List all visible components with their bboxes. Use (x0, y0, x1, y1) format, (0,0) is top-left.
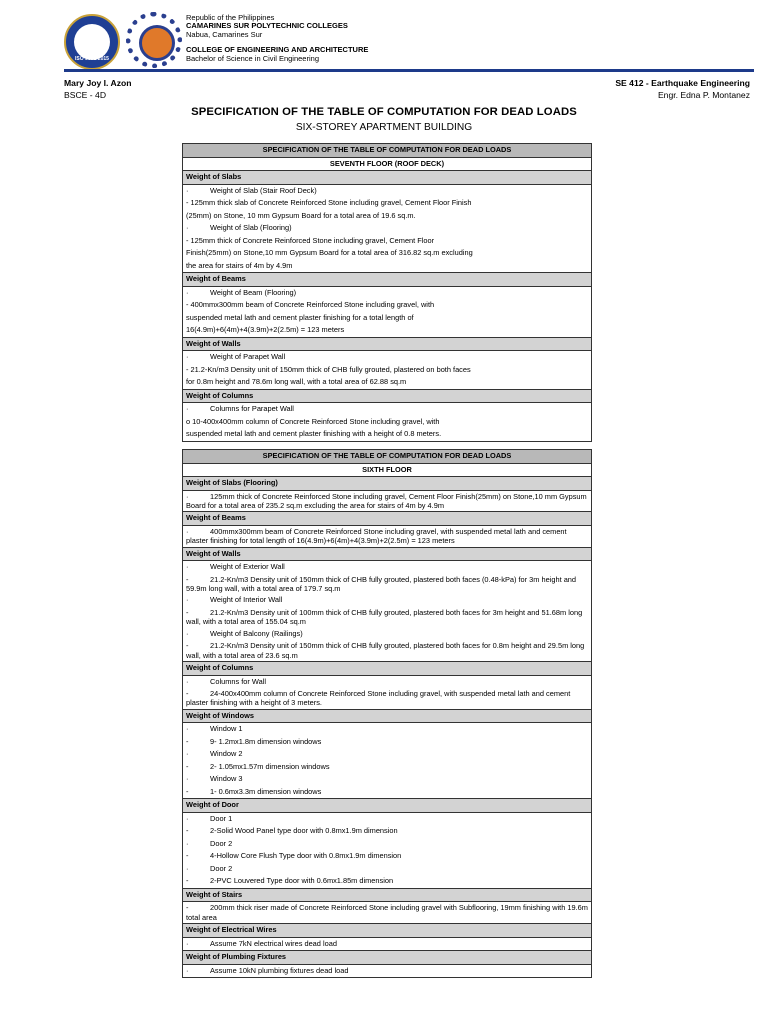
bullet-marker: · (186, 287, 189, 297)
bullet-marker: · (186, 562, 189, 572)
list-item (186, 526, 588, 547)
list-item (186, 210, 588, 223)
line-text: 24-400x400mm column of Concrete Reinforced Stone including gravel, with suspended metal lath and cement plaster finishing with a height of 3 meters. (186, 689, 571, 708)
floor-title: SEVENTH FLOOR (ROOF DECK) (183, 157, 592, 171)
line-text: - 400mmx300mm beam of Concrete Reinforced Stone including gravel, with (186, 300, 435, 309)
list-item (186, 594, 588, 607)
list-item (186, 688, 588, 709)
line-text: Door 1 (210, 813, 233, 823)
list-item (186, 761, 588, 774)
bullet-marker: · (186, 724, 189, 734)
bullet-marker: · (186, 863, 189, 873)
bullet-marker: - (186, 826, 189, 836)
list-item (186, 676, 588, 689)
table-heading: SPECIFICATION OF THE TABLE OF COMPUTATION FOR DEAD LOADS (183, 144, 592, 158)
list-item (186, 260, 588, 273)
bullet-marker: · (186, 965, 189, 975)
list-item (186, 197, 588, 210)
line-text: Finish(25mm) on Stone,10 mm Gypsum Board for a total area of 316.82 sq.m excluding (186, 248, 473, 257)
bullet-marker: - (186, 736, 189, 746)
bullet-marker: · (186, 749, 189, 759)
line-text: 200mm thick riser made of Concrete Reinforced Stone including gravel with Subflooring, 19mm finishing with 19.6m total area (186, 903, 588, 922)
bullet-marker: · (186, 595, 189, 605)
course-name: SE 412 - Earthquake Engineering (615, 78, 750, 88)
bullet-marker: - (186, 641, 189, 651)
line-text: 1- 0.6mx3.3m dimension windows (210, 786, 322, 796)
list-item (186, 965, 588, 978)
list-item (186, 863, 588, 876)
bullet-marker: · (186, 676, 189, 686)
section-title: Weight of Windows (183, 709, 592, 723)
section-body (183, 490, 592, 512)
line-text: 21.2-Kn/m3 Density unit of 150mm thick of CHB fully grouted, plastered both faces for 0.8m height and 29.5m long wall, with a total area of 23.6 sq.m (186, 641, 585, 660)
line-text: Assume 7kN electrical wires dead load (210, 938, 337, 948)
bullet-marker: · (186, 774, 189, 784)
student-section: BSCE - 4D (64, 90, 107, 100)
section-body (183, 351, 592, 390)
department-name: COLLEGE OF ENGINEERING AND ARCHITECTURE (186, 45, 369, 55)
line-text: Weight of Slab (Stair Roof Deck) (210, 185, 317, 195)
section-title: Weight of Columns (183, 662, 592, 676)
list-item (186, 351, 588, 364)
section-body (183, 937, 592, 951)
line-text: 21.2-Kn/m3 Density unit of 150mm thick of CHB fully grouted, plastered both faces (0.48-kPa) for 3m height and 59.9m long wall, with a total area of 179.7 sq.m (186, 574, 577, 594)
line-text: Columns for Wall (210, 676, 266, 686)
section-title: Weight of Beams (183, 273, 592, 287)
section-body (183, 525, 592, 547)
line-text: Assume 10kN plumbing fixtures dead load (210, 965, 349, 975)
line-text: 21.2-Kn/m3 Density unit of 100mm thick of CHB fully grouted, plastered both faces for 3m height and 51.68m long wall, with a total area of 155.04 sq.m (186, 607, 583, 627)
line-text: - 125mm thick of Concrete Reinforced Stone including gravel, Cement Floor (186, 235, 435, 245)
list-item (186, 938, 588, 951)
section-body (183, 723, 592, 799)
bullet-marker: · (186, 352, 189, 361)
line-text: for 0.8m height and 78.6m long wall, with a total area of 62.88 sq.m (186, 377, 407, 386)
list-item (186, 875, 588, 888)
line-text: the area for stairs of 4m by 4.9m (186, 260, 293, 270)
list-item (186, 416, 588, 429)
spec-table-sixth-floor (182, 449, 592, 978)
section-title: Weight of Columns (183, 389, 592, 403)
list-item (186, 628, 588, 641)
bullet-marker: · (186, 838, 189, 848)
table-heading: SPECIFICATION OF THE TABLE OF COMPUTATION FOR DEAD LOADS (183, 450, 592, 464)
college-seal-logo (64, 14, 120, 70)
section-body (183, 561, 592, 662)
course-info (615, 77, 750, 101)
list-item (186, 748, 588, 761)
line-text: 400mmx300mm beam of Concrete Reinforced Stone including gravel, with suspended metal lath and cement plaster finishing for total length of 16(4.9m)+6(4m)+4(3.9m)+2(2.5m) = 123 meters (186, 526, 567, 546)
list-item (186, 299, 588, 312)
bullet-marker: - (186, 761, 189, 771)
list-item (186, 324, 588, 337)
list-item (186, 312, 588, 325)
bullet-marker: - (186, 851, 189, 861)
bullet-marker: · (186, 223, 189, 232)
line-text: Weight of Exterior Wall (210, 562, 285, 572)
bullet-marker: - (186, 574, 189, 584)
list-item (186, 403, 588, 416)
line-text: 2-Solid Wood Panel type door with 0.8mx1.9m dimension (210, 826, 398, 836)
line-text: o 10-400x400mm column of Concrete Reinforced Stone including gravel, with (186, 416, 440, 426)
bullet-marker: · (186, 185, 189, 195)
list-item (186, 428, 588, 441)
list-item (186, 902, 588, 923)
section-title: Weight of Beams (183, 512, 592, 526)
list-item (186, 723, 588, 736)
list-item (186, 825, 588, 838)
iso-label: ISO 9001:2015 (75, 56, 109, 62)
line-text: 16(4.9m)+6(4m)+4(3.9m)+2(2.5m) = 123 meters (186, 325, 345, 334)
line-text: Columns for Parapet Wall (210, 404, 294, 413)
college-location: Nabua, Camarines Sur (186, 29, 263, 39)
section-body (183, 812, 592, 888)
list-item (186, 491, 588, 512)
line-text: - 125mm thick slab of Concrete Reinforced Stone including gravel, Cement Floor Finish (186, 198, 472, 207)
list-item (186, 561, 588, 574)
line-text: 125mm thick of Concrete Reinforced Stone including gravel, Cement Floor Finish(25mm) on Stone,10 mm Gypsum Board for a total area of 235.2 sq.m excluding the area for stairs of 4m by 4.9m (186, 491, 587, 510)
bullet-marker: · (186, 813, 189, 823)
college-name: CAMARINES SUR POLYTECHNIC COLLEGES (186, 21, 348, 31)
list-item (186, 773, 588, 786)
line-text: Weight of Parapet Wall (210, 352, 286, 361)
line-text: (25mm) on Stone, 10 mm Gypsum Board for a total area of 19.6 sq.m. (186, 210, 416, 220)
bullet-marker: · (186, 526, 189, 536)
floor-title: SIXTH FLOOR (183, 463, 592, 477)
gear-emblem (139, 25, 175, 61)
line-text: Window 1 (210, 724, 243, 734)
section-body (183, 403, 592, 442)
list-item (186, 364, 588, 377)
list-item (186, 574, 588, 595)
bullet-marker: - (186, 689, 189, 699)
list-item (186, 607, 588, 628)
line-text: Weight of Interior Wall (210, 595, 283, 605)
program-name: Bachelor of Science in Civil Engineering (186, 53, 319, 63)
line-text: 9- 1.2mx1.8m dimension windows (210, 736, 322, 746)
institution-block (186, 14, 368, 63)
line-text: - 21.2-Kn/m3 Density unit of 150mm thick of CHB fully grouted, plastered on both faces (186, 364, 471, 374)
bullet-marker: · (186, 938, 189, 948)
bullet-marker: - (186, 786, 189, 796)
line-text: Door 2 (210, 838, 233, 848)
list-item (186, 222, 588, 235)
line-text: suspended metal lath and cement plaster finishing with a height of 0.8 meters. (186, 429, 442, 438)
document-title: SPECIFICATION OF THE TABLE OF COMPUTATION FOR DEAD LOADS (191, 106, 577, 118)
list-item (186, 640, 588, 661)
line-text: Window 2 (210, 749, 243, 759)
bullet-marker: · (186, 491, 189, 501)
line-text: suspended metal lath and cement plaster finishing for a total length of (186, 312, 414, 322)
section-body (183, 184, 592, 273)
list-item (186, 813, 588, 826)
section-title: Weight of Walls (183, 337, 592, 351)
section-title: Weight of Electrical Wires (183, 924, 592, 938)
list-item (186, 736, 588, 749)
bullet-marker: · (186, 628, 189, 638)
section-title: Weight of Door (183, 799, 592, 813)
line-text: 2- 1.05mx1.57m dimension windows (210, 761, 330, 771)
header-divider (64, 69, 754, 72)
list-item (186, 838, 588, 851)
section-body (183, 902, 592, 924)
document-subtitle: SIX-STOREY APARTMENT BUILDING (295, 122, 473, 133)
list-item (186, 850, 588, 863)
republic-line: Republic of the Philippines (186, 13, 275, 22)
list-item (186, 247, 588, 260)
section-title: Weight of Slabs (Flooring) (183, 477, 592, 491)
line-text: Weight of Slab (Flooring) (210, 223, 292, 232)
line-text: Weight of Beam (Flooring) (210, 287, 297, 297)
bullet-marker: - (186, 607, 189, 617)
line-text: Door 2 (210, 863, 233, 873)
line-text: 4-Hollow Core Flush Type door with 0.8mx1.9m dimension (210, 851, 402, 861)
line-text: 2-PVC Louvered Type door with 0.6mx1.85m dimension (210, 876, 394, 886)
list-item (186, 786, 588, 799)
student-info (64, 77, 132, 101)
section-body (183, 286, 592, 337)
spec-table-seventh-floor (182, 143, 592, 442)
list-item (186, 376, 588, 389)
section-title: Weight of Stairs (183, 888, 592, 902)
section-title: Weight of Plumbing Fixtures (183, 951, 592, 965)
instructor-name: Engr. Edna P. Montanez (657, 90, 750, 100)
line-text: Window 3 (210, 774, 243, 784)
section-body (183, 675, 592, 709)
section-title: Weight of Walls (183, 547, 592, 561)
section-body (183, 964, 592, 978)
list-item (186, 185, 588, 198)
bullet-marker: · (186, 404, 189, 413)
list-item (186, 235, 588, 248)
letterhead (64, 12, 754, 68)
bullet-marker: - (186, 903, 189, 913)
bullet-marker: - (186, 876, 189, 886)
student-name: Mary Joy I. Azon (64, 78, 132, 88)
list-item (186, 287, 588, 300)
engineering-gear-logo (126, 12, 182, 68)
section-title: Weight of Slabs (183, 171, 592, 185)
line-text: Weight of Balcony (Railings) (210, 628, 303, 638)
